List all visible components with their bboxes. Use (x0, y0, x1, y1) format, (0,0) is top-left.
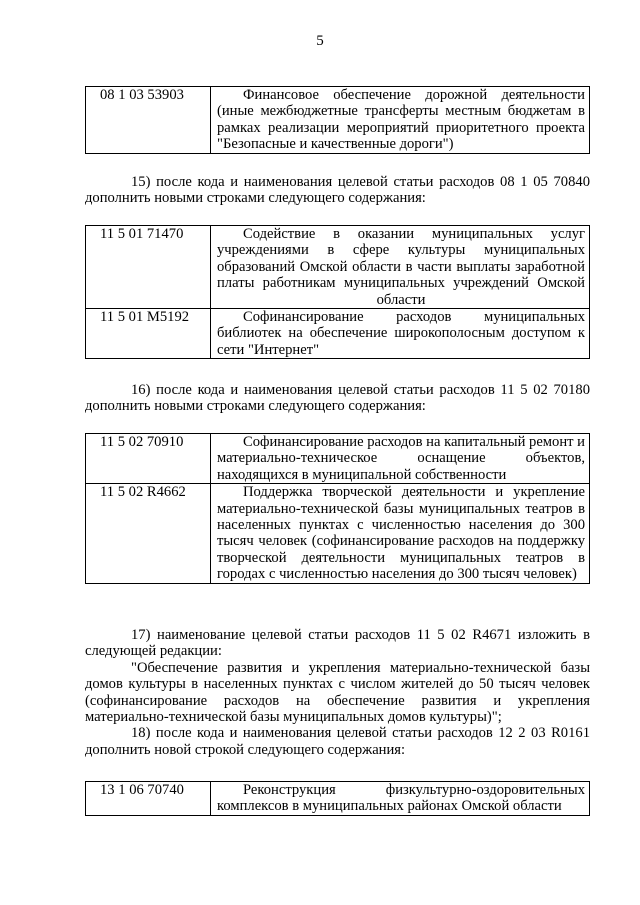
paragraph-17-18 (85, 627, 590, 758)
table-row (86, 434, 590, 484)
page-number: 5 (316, 33, 324, 49)
table-cell-code: 08 1 03 53903 (86, 87, 211, 154)
table-cell-name (211, 309, 590, 359)
table-cell-code: 11 5 01 M5192 (86, 309, 211, 359)
table-cell-name (211, 226, 590, 309)
table-cell-name (211, 484, 590, 583)
paragraph-16 (85, 382, 590, 415)
paragraph-15 (85, 174, 590, 207)
table-cell-code: 13 1 06 70740 (86, 782, 211, 816)
table-budget-items-1 (85, 86, 590, 154)
paragraph-17-intro: 17) наименование целевой статьи расходов 11 5 02 R4671 изложить в следующей редакции: (85, 627, 590, 660)
table-cell-code: 11 5 02 R4662 (86, 484, 211, 583)
table-cell-name-text: Содействие в оказании муниципальных услуг учреждениями в сфере культуры муниципальных образований Омской области в части выплаты заработной платы работникам муниципальных учреждений Омской области (217, 226, 585, 308)
table-cell-name-text: Софинансирование расходов на капитальный ремонт и материально-техническое оснащение объектов, находящихся в муниципальной собственности (217, 434, 585, 483)
table-budget-items-3 (85, 433, 590, 584)
table-cell-name-text: Поддержка творческой деятельности и укрепление материально-технической базы муниципальных театров в населенных пунктах с численностью населения до 300 тысяч человек (софинансирование расходов на поддержку творческой деятельности муниципальных театров в городах с численностью населения до 300 тысяч человек) (217, 484, 585, 583)
table-row (86, 782, 590, 816)
table-cell-name (211, 782, 590, 816)
table-cell-code: 11 5 02 70910 (86, 434, 211, 484)
table-cell-name (211, 87, 590, 154)
paragraph-18-text: 18) после кода и наименования целевой статьи расходов 12 2 03 R0161 дополнить новой строкой следующего содержания: (85, 725, 590, 758)
paragraph-17-quote: "Обеспечение развития и укрепления материально-технической базы домов культуры в населенных пунктах с числом жителей до 50 тысяч человек (софинансирование расходов на обеспечение развития и укрепления материально-технической базы муниципальных домов культуры)"; (85, 659, 590, 726)
table-cell-code: 11 5 01 71470 (86, 226, 211, 309)
table-row (86, 309, 590, 359)
table-row (86, 226, 590, 309)
table-cell-name-text: Финансовое обеспечение дорожной деятельности (иные межбюджетные трансферты местным бюджетам в рамках реализации мероприятий приоритетного проекта "Безопасные и качественные дороги") (217, 87, 585, 153)
table-cell-name (211, 434, 590, 484)
table-cell-name-text: Реконструкция физкультурно-оздоровительных комплексов в муниципальных районах Омской области (217, 782, 585, 815)
table-row (86, 484, 590, 583)
table-row (86, 87, 590, 154)
paragraph-16-text: 16) после кода и наименования целевой статьи расходов 11 5 02 70180 дополнить новыми строками следующего содержания: (85, 382, 590, 415)
table-cell-name-text: Софинансирование расходов муниципальных библиотек на обеспечение широкополосным доступом к сети "Интернет" (217, 309, 585, 358)
paragraph-15-text: 15) после кода и наименования целевой статьи расходов 08 1 05 70840 дополнить новыми строками следующего содержания: (85, 174, 590, 207)
table-budget-items-2 (85, 225, 590, 359)
table-budget-items-4 (85, 781, 590, 816)
